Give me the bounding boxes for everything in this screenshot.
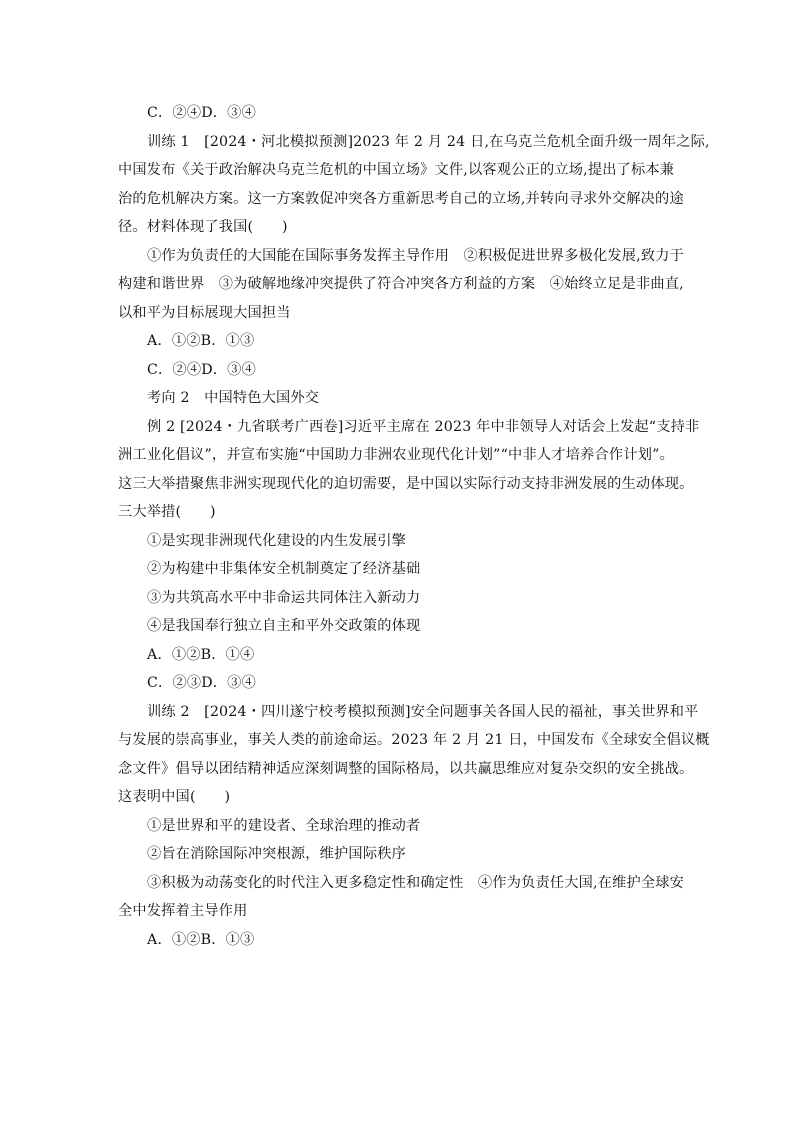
exercise-1-statements: 以和平为目标展现大国担当: [118, 305, 291, 321]
example-2-stem-line: 洲工业化倡议”，并宣布实施“中国助力非洲农业现代化计划”“中非人才培养合作计划”。: [118, 447, 674, 463]
statement-item: ②旨在消除国际冲突根源，维护国际秩序: [147, 846, 406, 862]
exercise-1-stem-line: 径。材料体现了我国( ): [118, 219, 288, 235]
statement-item: ④是我国奉行独立自主和平外交政策的体现: [147, 618, 421, 634]
answer-options-ab: A．①②B．①③: [147, 333, 255, 349]
section-heading: 考向 2 中国特色大国外交: [147, 390, 320, 406]
statement-item: ①是世界和平的建设者、全球治理的推动者: [147, 818, 421, 834]
exercise-2-stem-line: 训练 2 [2024・四川遂宁校考模拟预测]安全问题事关各国人民的福祉，事关世界和平: [147, 704, 699, 720]
example-2-stem-line: 这三大举措聚焦非洲实现现代化的迫切需要，是中国以实际行动支持非洲发展的生动体现。: [118, 476, 694, 492]
exercise-2-stem-line: 这表明中国( ): [118, 789, 231, 805]
example-2-stem-line: 三大举措( ): [118, 504, 216, 520]
statement-item: ③为共筑高水平中非命运共同体注入新动力: [147, 590, 421, 606]
answer-options-cd: C．②④D．③④: [147, 362, 256, 378]
exercise-1-statements: ①作为负责任的大国能在国际事务发挥主导作用 ②积极促进世界多极化发展,致力于: [147, 248, 685, 264]
exercise-1-stem-line: 中国发布《关于政治解决乌克兰危机的中国立场》文件,以客观公正的立场,提出了标本兼: [118, 162, 675, 178]
answer-options-ab: A．①②B．①③: [147, 932, 255, 948]
answer-options-ab: A．①②B．①④: [147, 647, 255, 663]
statement-item: ①是实现非洲现代化建设的内生发展引擎: [147, 533, 406, 549]
statement-item: ②为构建中非集体安全机制奠定了经济基础: [147, 561, 421, 577]
exercise-1-statements: 构建和谐世界 ③为破解地缘冲突提供了符合冲突各方利益的方案 ④始终立足是非曲直,: [118, 276, 684, 292]
answer-options-cd: C．②③D．③④: [147, 675, 256, 691]
exercise-2-stem-line: 与发展的崇高事业，事关人类的前途命运。2023 年 2 月 21 日，中国发布《全球安全倡议概: [118, 732, 710, 748]
statement-item: 全中发挥着主导作用: [118, 903, 248, 919]
example-2-stem-line: 例 2 [2024・九省联考广西卷]习近平主席在 2023 年中非领导人对话会上发起“支持非: [147, 419, 700, 435]
answer-options-cd: C．②④D．③④: [147, 105, 256, 121]
statement-item: ③积极为动荡变化的时代注入更多稳定性和确定性 ④作为负责任大国,在维护全球安: [147, 875, 685, 891]
exercise-1-stem-line: 治的危机解决方案。这一方案敦促冲突各方重新思考自己的立场,并转向寻求外交解决的途: [118, 191, 684, 207]
exercise-2-stem-line: 念文件》倡导以团结精神适应深刻调整的国际格局，以共赢思维应对复杂交织的安全挑战。: [118, 761, 694, 777]
exercise-1-stem-line: 训练 1 [2024・河北模拟预测]2023 年 2 月 24 日,在乌克兰危机全面升级一周年之际,: [147, 134, 710, 150]
